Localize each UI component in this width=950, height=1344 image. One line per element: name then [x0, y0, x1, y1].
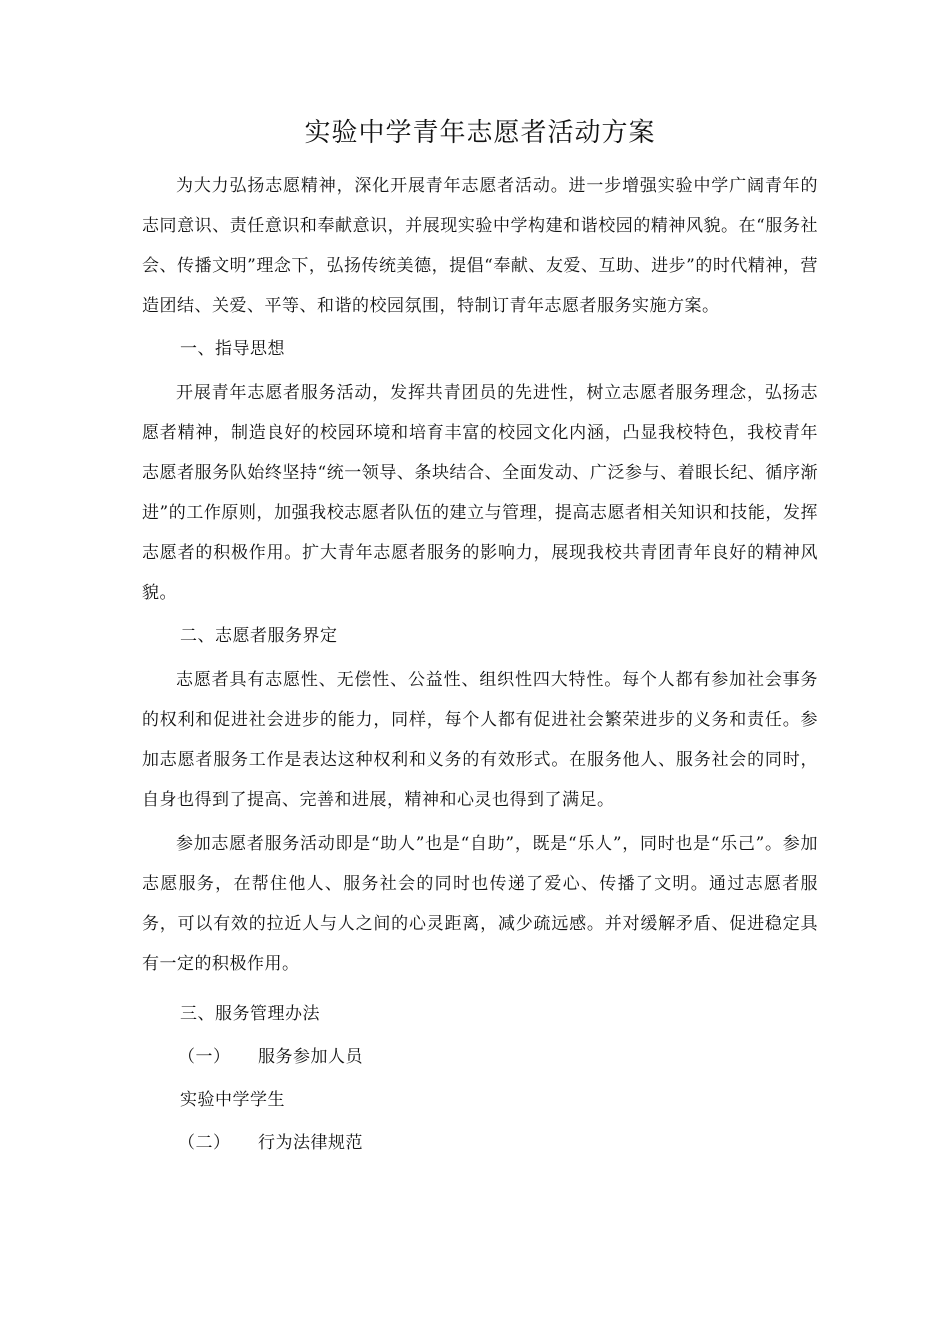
section-heading-volunteer-definition: 二、志愿者服务界定: [180, 626, 338, 646]
participants-text: 实验中学学生: [180, 1090, 285, 1110]
subsection-label: 行为法律规范: [258, 1133, 363, 1153]
subsection-conduct-rules: [142, 1123, 818, 1163]
subsection-label: 服务参加人员: [258, 1047, 363, 1067]
document-page: [142, 110, 818, 1163]
subsection-participants: [142, 1037, 818, 1077]
subsection-number: （二）: [178, 1133, 231, 1153]
section-heading-service-management: 三、服务管理办法: [180, 1004, 320, 1024]
volunteer-definition-paragraph-2: 参加志愿者服务活动即是“助人”也是“自助”，既是“乐人”，同时也是“乐己”。参加志愿服务，在帮住他人、服务社会的同时也传递了爱心、传播了文明。通过志愿者服务，可以有效的拉近人与人之间的心灵距离，减少疏远感。并对缓解矛盾、促进稳定具有一定的积极作用。: [142, 834, 818, 974]
guiding-ideology-paragraph: 开展青年志愿者服务活动，发挥共青团员的先进性，树立志愿者服务理念，弘扬志愿者精神，制造良好的校园环境和培育丰富的校园文化内涵，凸显我校特色，我校青年志愿者服务队始终坚持“统一领导、条块结合、全面发动、广泛参与、着眼长纪、循序渐进”的工作原则，加强我校志愿者队伍的建立与管理，提高志愿者相关知识和技能，发挥志愿者的积极作用。扩大青年志愿者服务的影响力，展现我校共青团青年良好的精神风貌。: [142, 383, 818, 603]
intro-paragraph: 为大力弘扬志愿精神，深化开展青年志愿者活动。进一步增强实验中学广阔青年的志同意识、责任意识和奉献意识，并展现实验中学构建和谐校园的精神风貌。在“服务社会、传播文明”理念下，弘扬传统美德，提倡“奉献、友爱、互助、进步”的时代精神，营造团结、关爱、平等、和谐的校园氛围，特制订青年志愿者服务实施方案。: [142, 176, 818, 316]
document-title: 实验中学青年志愿者活动方案: [304, 118, 656, 148]
section-heading-guiding-ideology: 一、指导思想: [180, 339, 285, 359]
subsection-number: （一）: [178, 1047, 231, 1067]
volunteer-definition-paragraph-1: 志愿者具有志愿性、无偿性、公益性、组织性四大特性。每个人都有参加社会事务的权利和促进社会进步的能力，同样，每个人都有促进社会繁荣进步的义务和责任。参加志愿者服务工作是表达这种权利和义务的有效形式。在服务他人、服务社会的同时，自身也得到了提高、完善和进展，精神和心灵也得到了满足。: [142, 670, 818, 810]
